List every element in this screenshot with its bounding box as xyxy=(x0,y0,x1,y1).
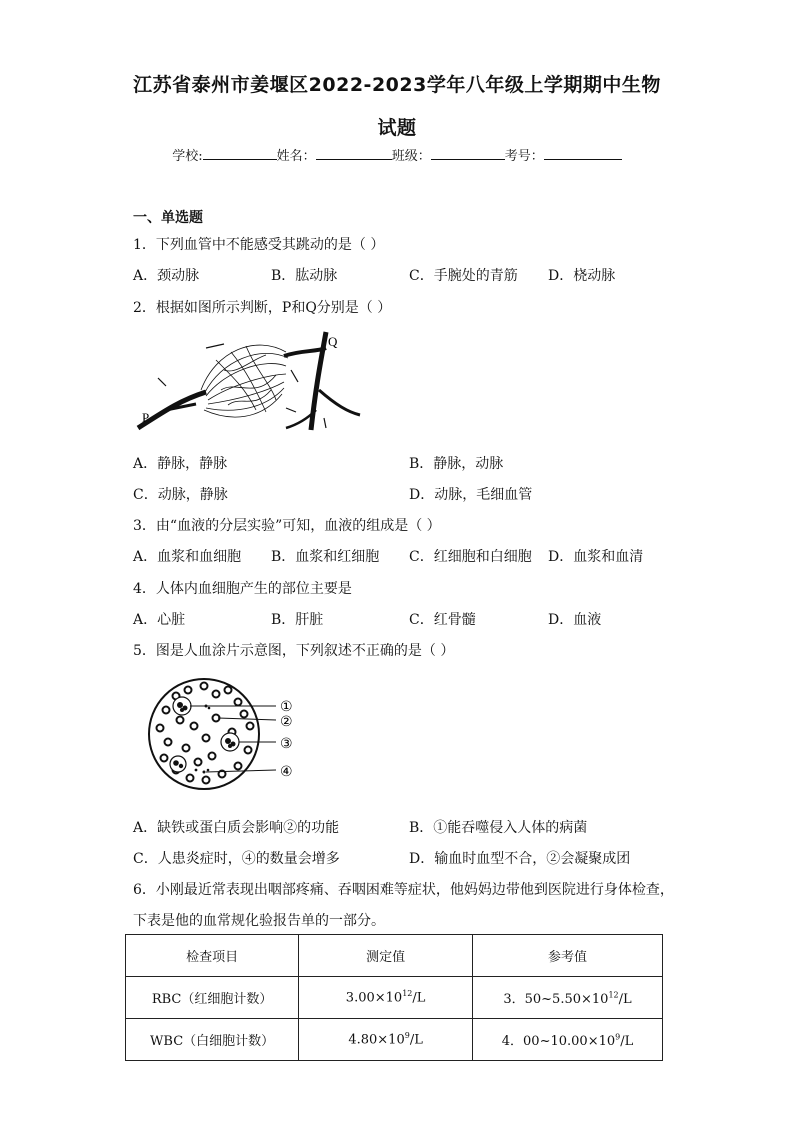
table-cell-value: $4.80\times 10^9/L$ xyxy=(299,1019,473,1061)
question-4-option-c[interactable]: C．红骨髓 xyxy=(409,612,476,628)
label-p: P xyxy=(142,410,150,425)
question-5-option-b[interactable]: B．①能吞噬侵入人体的病菌 xyxy=(409,820,588,836)
question-3-option-d[interactable]: D．血浆和血清 xyxy=(548,549,644,565)
question-2-stem: 2．根据如图所示判断，P和Q分别是（ ） xyxy=(133,300,392,316)
class-blank[interactable] xyxy=(431,147,505,160)
question-3-option-c[interactable]: C．红细胞和白细胞 xyxy=(409,549,532,565)
number-label: 考号： xyxy=(504,149,544,164)
smear-label-2: ② xyxy=(280,714,293,730)
question-4-option-b[interactable]: B．肝脏 xyxy=(271,612,324,628)
question-5-option-d[interactable]: D．输血时血型不合，②会凝聚成团 xyxy=(409,851,631,867)
table-row xyxy=(126,1019,663,1061)
question-2-option-b[interactable]: B．静脉，动脉 xyxy=(409,456,504,472)
blood-report-table xyxy=(125,934,663,1061)
table-header-reference: 参考值 xyxy=(473,935,663,977)
student-info-line xyxy=(0,145,794,164)
question-3-option-b[interactable]: B．血浆和红细胞 xyxy=(271,549,380,565)
blood-smear-figure xyxy=(146,676,306,796)
table-row xyxy=(126,977,663,1019)
question-1-option-b[interactable]: B．肱动脉 xyxy=(271,268,338,284)
table-cell-reference: 4．$00\sim 10.00\times 10^9/L$ xyxy=(473,1019,663,1061)
question-2-option-a[interactable]: A．静脉，静脉 xyxy=(133,456,228,472)
exam-title-line2: 试题 xyxy=(377,117,417,139)
smear-label-4: ④ xyxy=(280,764,293,780)
question-1-option-c[interactable]: C．手腕处的青筋 xyxy=(409,268,518,284)
name-label: 姓名： xyxy=(276,149,316,164)
question-2-option-c[interactable]: C．动脉，静脉 xyxy=(133,487,228,503)
question-6-stem-line1: 6．小刚最近常表现出咽部疼痛、吞咽困难等症状，他妈妈边带他到医院进行身体检查， xyxy=(133,882,674,898)
table-cell-reference: 3．$50\sim 5.50\times 10^{12}/L$ xyxy=(473,977,663,1019)
question-6-stem-line2: 下表是他的血常规化验报告单的一部分。 xyxy=(133,913,385,929)
question-5-option-c[interactable]: C．人患炎症时，④的数量会增多 xyxy=(133,851,340,867)
question-3-stem: 3．由“血液的分层实验”可知，血液的组成是（ ） xyxy=(133,518,441,534)
question-4-option-a[interactable]: A．心脏 xyxy=(133,612,186,628)
question-5-option-a[interactable]: A．缺铁或蛋白质会影响②的功能 xyxy=(133,820,340,836)
question-1-stem: 1．下列血管中不能感受其跳动的是（ ） xyxy=(133,237,385,253)
question-2-option-d[interactable]: D．动脉，毛细血管 xyxy=(409,487,533,503)
question-5-stem: 5．图是人血涂片示意图，下列叙述不正确的是（ ） xyxy=(133,643,455,659)
smear-label-3: ③ xyxy=(280,736,293,752)
question-1-option-d[interactable]: D．桡动脉 xyxy=(548,268,616,284)
school-blank[interactable] xyxy=(203,147,277,160)
school-label: 学校: xyxy=(172,149,203,164)
name-blank[interactable] xyxy=(316,147,392,160)
table-cell-item: RBC（红细胞计数） xyxy=(126,977,299,1019)
number-blank[interactable] xyxy=(544,147,622,160)
exam-title-line1: 江苏省泰州市姜堰区2022-2023学年八年级上学期期中生物 xyxy=(133,74,661,96)
label-q: Q xyxy=(328,334,338,349)
section-heading: 一、单选题 xyxy=(133,210,203,226)
smear-label-1: ① xyxy=(280,699,293,715)
blood-vessel-figure xyxy=(136,330,362,432)
question-4-stem: 4．人体内血细胞产生的部位主要是 xyxy=(133,581,352,597)
table-header-row xyxy=(126,935,663,977)
table-cell-item: WBC（白细胞计数） xyxy=(126,1019,299,1061)
question-3-option-a[interactable]: A．血浆和血细胞 xyxy=(133,549,242,565)
question-1-option-a[interactable]: A．颈动脉 xyxy=(133,268,200,284)
table-cell-value: $3.00\times 10^{12}/L$ xyxy=(299,977,473,1019)
class-label: 班级： xyxy=(391,149,431,164)
table-header-item: 检查项目 xyxy=(126,935,299,977)
table-header-value: 测定值 xyxy=(299,935,473,977)
question-4-option-d[interactable]: D．血液 xyxy=(548,612,602,628)
